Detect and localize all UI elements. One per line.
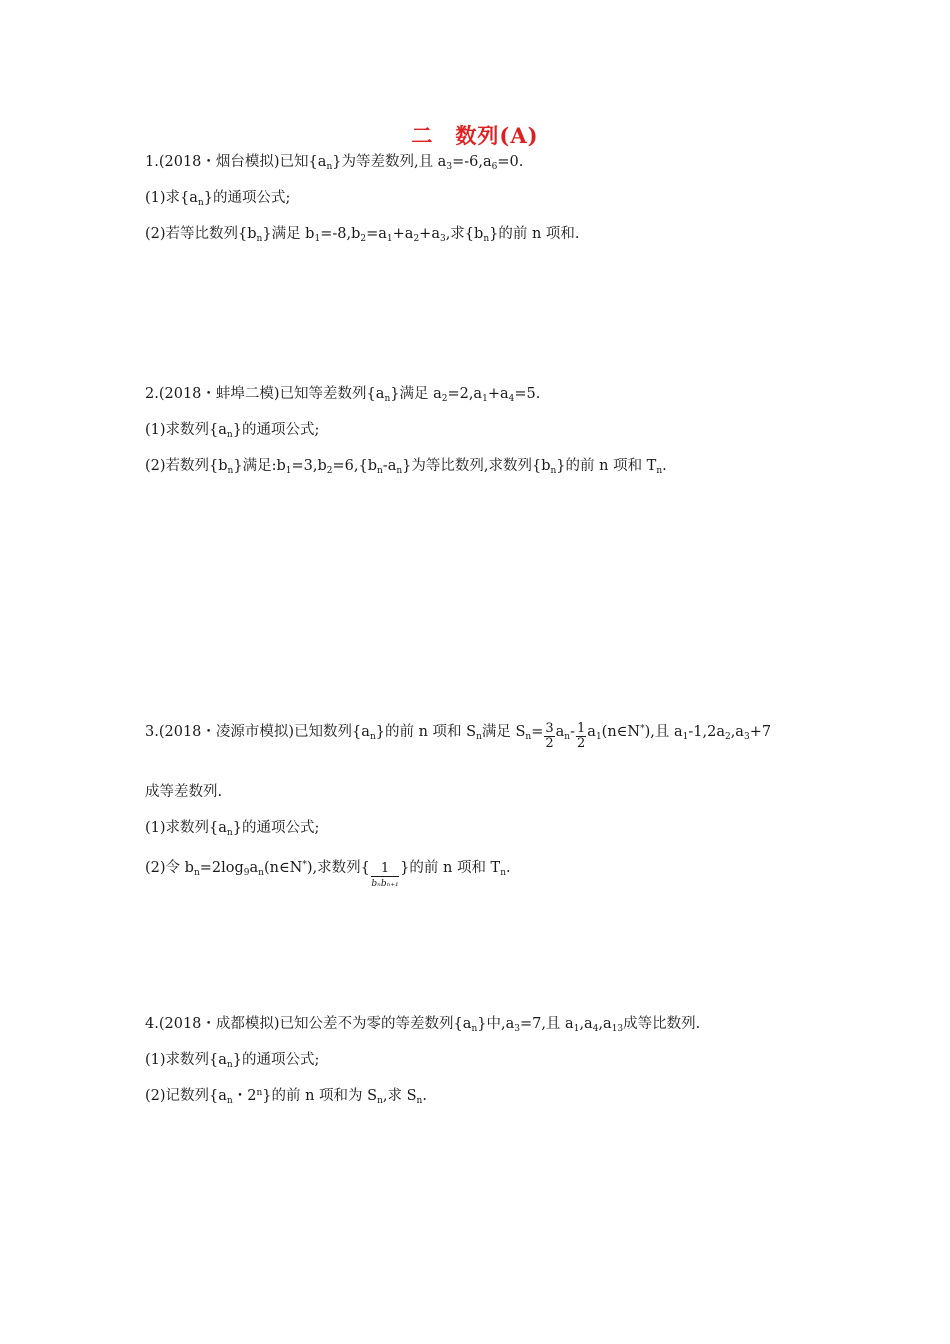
fraction-reciprocal-product: $\frac{1}{\text{bₙbₙ₊₁}}$ [371, 861, 399, 889]
q3-stem-continued: 成等差数列. [145, 784, 223, 800]
q4-part1: (1)求数列$\{a_n\}$的通项公式; [145, 1052, 320, 1070]
page-title: 二 数列(A) [411, 123, 539, 148]
q3-part2: (2)令 $b_n=2\log_9a_n(n\in N^*)$,求数列{ $\frac{1}{\text{bₙbₙ₊₁}}$ }的前 n 项和 $T_n$. [145, 860, 511, 889]
q2-stem: 2.(2018・蚌埠二模)已知等差数列$\{a_n\}$满足 $a_2=2,a_1+a_4=5$. [145, 386, 541, 404]
q4-stem: 4.(2018・成都模拟)已知公差不为零的等差数列$\{a_n\}$中$,a_3=7$,且 $a_1,a_4,a_{13}$成等比数列. [145, 1016, 701, 1034]
q2-part2: (2)若数列$\{b_n\}$满足$:b_1=3,b_2=6,\{b_n-a_n\}$为等比数列,求数列$\{b_n\}$的前 n 项和 $T_n$. [145, 458, 667, 476]
q1-part1: (1)求$\{a_n\}$的通项公式; [145, 190, 291, 208]
fraction-three-halves: $\frac{3}{2}$ [545, 721, 554, 751]
q4-part2: (2)记数列{$a_n$・2$^n$}的前 n 项和为 $S_n$,求 $S_n$. [145, 1088, 427, 1106]
q1-part2: (2)若等比数列$\{b_n\}$满足 $b_1=-8,b_2=a_1+a_2+a_3$,求$\{b_n\}$的前 n 项和. [145, 226, 580, 244]
q3-part1: (1)求数列$\{a_n\}$的通项公式; [145, 820, 320, 838]
q1-stem: 1.(2018・烟台模拟)已知$\{a_n\}$为等差数列,且 $a_3=-6,a_6=0$. [145, 154, 524, 172]
q3-stem: 3.(2018・凌源市模拟)已知数列$\{a_n\}$的前 n 项和 $S_n$满足 $S_n=$ $\frac{3}{2}$ $a_n-$ $\frac{1}{2}$ $a_1(n\in N^*)$,且 $a_1-1,2a_2,a_3+7$ [145, 721, 772, 751]
fraction-one-half: $\frac{1}{2}$ [577, 721, 586, 751]
q2-part1: (1)求数列$\{a_n\}$的通项公式; [145, 422, 320, 440]
